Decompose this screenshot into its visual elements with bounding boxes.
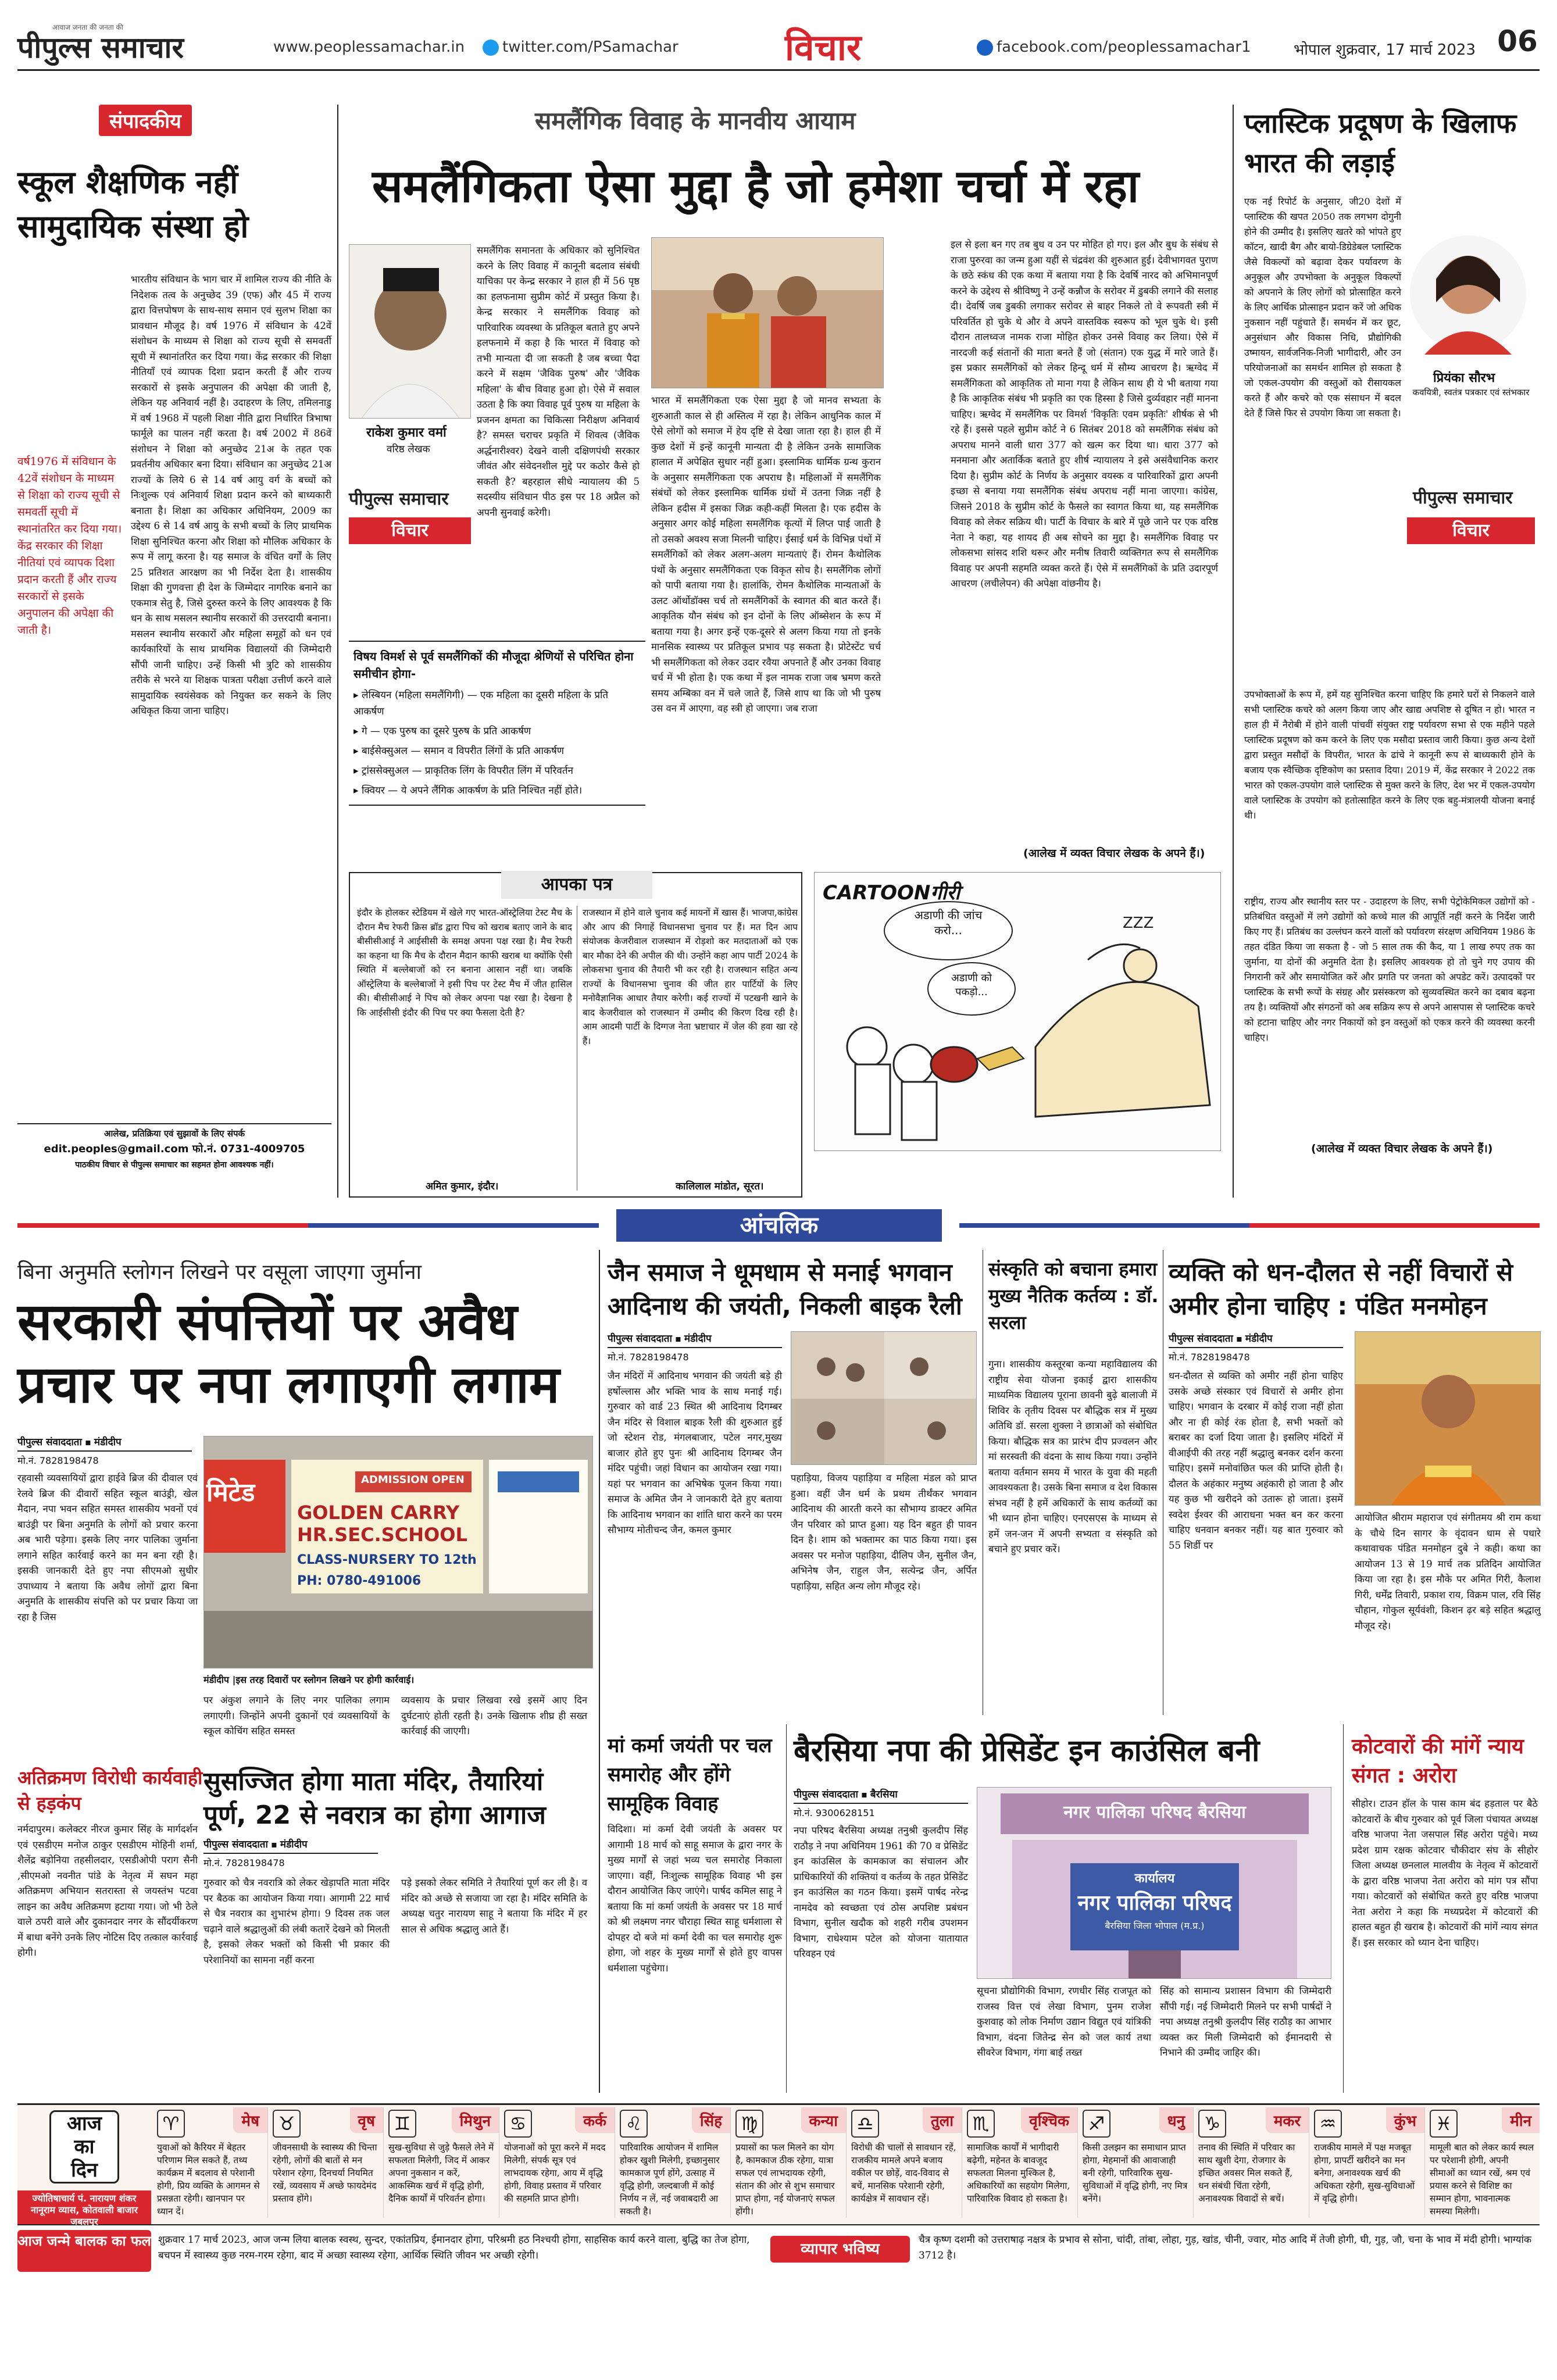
letters-box bbox=[349, 872, 802, 1198]
facebook-icon bbox=[977, 40, 993, 56]
rashi-mithun bbox=[384, 2107, 499, 2218]
brand-name: पीपुल्स समाचार bbox=[17, 31, 184, 65]
website-link[interactable]: www.peoplessamachar.in bbox=[273, 38, 465, 56]
s3-byline: पीपुल्स संवाददाता ▪ मंडीदीप मो.नं. 7828198478 bbox=[203, 1837, 378, 1869]
rashi-dhanu bbox=[1078, 2107, 1194, 2218]
letters-col1: इंदौर के होलकर स्टेडियम में खेले गए भारत-ऑस्ट्रेलिया टेस्ट मैच के दौरान मैच रेफरी क्रिस ब्रॉड द्वारा पिच को खराब बताए जाने के बाद बीसीसीआई ने आईसीसी के समक्ष अपना पक्ष रखा है। मैच रेफरी का कहना था कि मैच के दौरान मैदान काफी खराब था क्योंकि ऐसी स्थिति में बल्लेबाजों को रन बनाना आसान नहीं था। जबकि ऑस्ट्रेलिया के बल्लेबाजों ने इसी पिच पर टेस्ट मैच में जीत हासिल की। बीसीसीआई ने पिच को लेकर अपना पक्ष रखा है। देखना है कि आईसीसी इंदौर की पिच पर क्या फैसला देती है? bbox=[357, 907, 572, 1018]
s1-col2: पर अंकुश लगाने के लिए नगर पालिका लगाम लगाएगी। जिन्होंने अपनी दुकानों एवं व्यवसायियों के स्कूल कोचिंग सहित समस्त bbox=[203, 1695, 390, 1736]
lead-box-item-text: क्वियर — ये अपने लैंगिक आकर्षण के प्रति निश्चित नहीं होते। bbox=[361, 785, 583, 796]
lead-col3: इल से इला बन गए तब बुध व उन पर मोहित हो गए। इल और बुध के संबंध से राजा पुरुरवा का जन्म हुआ यहीं से चंद्रवंश की शुरुआत हुई। देवीभागवत पुराण के छठे स्कंध की एक कथा में बताया गया है कि देवर्षि नारद को अभिमानपूर्ण करने के उद्देश्य से श्रीविष्णु ने उन्हें कन्नौज के सरोवर में डुबकी लगाने की सलाह दी। देवर्षि जब डुबकी लगाकर सरोवर से बाहर निकले तो वे रूपवती स्त्री में परिवर्तित हो चुके थे और वे अपने वास्तविक स्वरूप को भूल चुके थे। इसी दौरान तालध्वज नामक राजा मोहित होकर उनसे विवाह कर लिया। ऐसे में नारदजी कई संतानों की माता बनते हैं जो (संतान) एक युद्ध में मारे जाते हैं। इस प्रकार समलैंगिकों को लेकर हिन्दू धर्म में सौम्य आचरण है। ऋग्वेद में समलैंगिकता को आकृतिक तो माना गया है लेकिन साथ ही ये भी बताया गया है कि आकृतिक संबंध भी प्रकृति का एक हिस्सा है जिसे दुर्व्यवहार नहीं मानना चाहिए। ऋग्वेद में समलैंगिक पर विमर्श 'विकृतिः एवम प्रकृतिः' शीर्षक से भी रहे हैं। इससे पहले सुप्रीम कोर्ट ने 6 सितंबर 2018 को समलैंगिक संबंध को अपराध मानने वाली धारा 377 को खत्म कर दिया था। धारा 377 को मनमाना और अतार्किक बताते हुए शीर्ष न्यायालय ने इसे असंवैधानिक करार दिया है। सुप्रीम कोर्ट के निर्णय के अनुसार वयस्क व पारिवारिकों द्वारा अपनी इच्छा से बनाया गया समलैंगिक संबंध अपराध नहीं माना जाएगा। कांग्रेस, जिसने 2018 के सुप्रीम कोर्ट के फैसले का स्वागत किया था, यह समलैंगिक विवाह को लेकर सक्रिय थी। पार्टी के विचार के बारे में पूछे जाने पर एक वरिष्ठ नेता ने कहा, यह शायद ही अब सोचने का मुद्दा है। समलैंगिक विवाह पर लोकसभा सांसद शशि थरूर और मनीष तिवारी व्यक्तिगत रूप से समलैंगिक विवाह पर अपनी सहमति व्यक्त करते हैं। ऐसे में समलैंगिकों के प्रति उदारपूर्ण आचरण (लचीलेपन) की अपेक्षा वांछनीय है। bbox=[951, 239, 1218, 589]
s8-byline-name: पीपुल्स संवाददाता bbox=[794, 1789, 858, 1800]
brand-tagline: आवाज जनता की जनता की bbox=[52, 23, 123, 31]
s8-phone: मो.नं. 9300628151 bbox=[794, 1807, 875, 1818]
rashi-makar bbox=[1194, 2107, 1309, 2218]
plastic-brand-name: पीपुल्स समाचार bbox=[1413, 488, 1513, 508]
s6-headline: संस्कृति को बचाना हमारा मुख्य नैतिक कर्तव्य : डॉ. सरला bbox=[988, 1258, 1159, 1334]
regional-divider-1 bbox=[599, 1250, 600, 2093]
vyapar-text: चैत्र कृष्ण दशमी को उत्तराषाढ़ नक्षत्र के प्रभाव से सोना, चांदी, तांबा, लोहा, गुड़, खांड, चीनी, ज्वार, मोठ आदि में तेजी होगी, घी, गुड़, जौ, चना के भाव में मंदी होगी। भाग्यांक 3712 है। bbox=[919, 2234, 1532, 2261]
plastic-body1: एक नई रिपोर्ट के अनुसार, जी20 देशों में प्लास्टिक की खपत 2050 तक लगभग दोगुनी होने की उम्मीद है। इसलिए खतरे को भांपते हुए कॉटन, खादी बैग और बायो-डिग्रेडेबल प्लास्टिक जैसे विकल्पों को बढ़ावा देकर पर्यावरण के अनुकूल और उपभोक्ता के अनुकूल विकल्पों को अपनाने के लिए लोगों को प्रोत्साहित करने के लिए आर्थिक प्रोत्साहन प्रदान करें जो अधिक नुकसान नहीं पहुंचाते हैं। समर्थन में कर छूट, अनुसंधान और विकास निधि, प्रौद्योगिकी उष्मायन, सार्वजनिक-निजी भागीदारी, और उन परियोजनाओं का समर्थन शामिल हो सकता है जो एकल-उपयोग की वस्तुओं को रीसायकल करते हैं और कचरे को एक संसाधन में बदल देते हैं जिसे फिर से उपयोग किया जा सकता है। bbox=[1244, 196, 1401, 419]
rashi-singh bbox=[615, 2107, 731, 2218]
rashi-text: पारिवारिक आयोजन में शामिल होकर खुशी मिलेगी, इच्छानुसार कामकाज पूर्ण होंगे, उत्साह में वृद्धि होगी, जल्दबाजी में कोई निर्णय न लें, नई जवाबदारी आ सकती है। bbox=[620, 2142, 720, 2217]
s4-byline-place: मंडीदीप bbox=[684, 1333, 712, 1345]
lead-col2: भारत में समलैंगिकता एक ऐसा मुद्दा है जो मानव सभ्यता के शुरुआती काल से ही अस्तित्व में रहा है। लेकिन आधुनिक काल में ऐसे लोगों को समाज में हेय दृष्टि से देखा जाता रहा है। हाल ही में कुछ देशों में इन्हें कानूनी मान्यता दी है लेकिन उनके सामाजिक हालात में अपेक्षित सुधार नहीं हुआ। इस्लामिक धार्मिक ग्रन्थ कुरान के अनुसार समलैंगिकता एक अपराध है। महिलाओं में समलैंगिक संबंधों को लेकर इस्लामिक धार्मिक ग्रंथों में उतना जिक्र नहीं है लेकिन हदीस में इसका जिक्र कही-कहीं मिलता है। एक हदीस के अनुसार अगर कोई महिला समलैंगिक कृत्यों में लिप्त पाई जाती है तो उसको अवश्य सजा मिलनी चाहिए। ईसाई धर्म के विभिन्न पंथों में समलैंगिकों को लेकर अलग-अलग मान्यताएं हैं। रोमन कैथोलिक पंथों के अनुसार समलैंगिकता एक विकृत सोच है। समलैंगिक लोगों को पापी बताया गया है। हालांकि, रोमन कैथोलिक मान्यताओं के उलट ऑर्थोडॉक्स चर्च तो समलैंगिकों के स्वागत की बात करते हैं। आकृतिक यौन संबंध को इन दोनों के लिए ऑब्सेशन के रूप में बताया गया है। अगर इन्हें एक-दूसरे से अलग किया गया तो इनके मानसिक स्वास्थ्य पर प्रतिकूल प्रभाव पड़ सकता है। प्रोटेस्टेंट चर्च भी समलैंगिकता को लेकर उदार रवैया अपनाते हैं और उनका विवाह चर्च में भी होता है। एक कथा में इल नामक राजा जब भ्रमण करते समय अम्बिका वन में चले जाते हैं, जिसे शाप था कि जो भी पुरुष उस वन में आएगा, वह स्त्री हो जाएगा। जब राजा bbox=[651, 395, 881, 714]
rashi-name: वृश्चिक bbox=[1021, 2107, 1077, 2133]
s2-body: नर्मदापुरम। कलेक्टर नीरज कुमार सिंह के मार्गदर्शन एवं एसडीएम मनोज ठाकुर एसडीएम मोहिनी शर्मा, शैलेंद्र बड़ोनिया तहसीलदार, एसडीओपी पराग सैनी ,सीएमओ नवनीत पांडे के नेतृत्व में सघन महा अतिक्रमण अभियान सतरास्ता से जयस्तंभ पटवा लाइन का अवैध अतिक्रमण हटाया गया। जो भी ठेले वाले ठपरी वाले और दुकानदार नगर के सौंदर्यीकरण में बाधा बनेंगे उनके लिए नोटिस दिए तत्काल कार्रवाई होगी। bbox=[17, 1824, 198, 1958]
aries-icon: ♈ bbox=[157, 2110, 185, 2138]
s1-sign-text-3: GOLDEN CARRY HR.SEC.SCHOOL bbox=[297, 1502, 467, 1546]
s8-byline-place: बैरसिया bbox=[870, 1789, 898, 1800]
aaj-credit: ज्योतिषाचार्य पं. नारायण शंकर नानूराम व्यास, कोतवाली बाजार जबलपुर bbox=[17, 2190, 151, 2224]
s7-byline-name: पीपुल्स संवाददाता bbox=[1169, 1333, 1233, 1345]
s8-building-label-1: कार्यालय bbox=[1134, 1871, 1175, 1886]
s8-building-label-2: नगर पालिका परिषद bbox=[1077, 1891, 1232, 1915]
s1-phone: मो.नं. 7828198478 bbox=[17, 1455, 99, 1466]
s7-headline: व्यक्ति को धन-दौलत से नहीं विचारों से अमीर होना चाहिए : पंडित मनमोहन bbox=[1169, 1258, 1513, 1320]
rashi-text: युवाओं को कैरियर में बेहतर परिणाम मिल सकते हैं, तथ्य कार्यक्रम में बदलाव से परेशानी होगी, प्रिय व्यक्ति के आगमन से प्रसन्नता रहेगी। खानपान पर ध्यान दें। bbox=[157, 2142, 260, 2217]
lead-box-item-text: बाईसेक्सुअल — समान व विपरीत लिंगों के प्रति आकर्षण bbox=[361, 745, 565, 757]
regional-band-left bbox=[17, 1223, 599, 1228]
rashi-kanya bbox=[731, 2107, 847, 2218]
s8-headline: बैरसिया नपा की प्रेसिडेंट इन काउंसिल बनी bbox=[794, 1734, 1260, 1768]
s5-headline: मां कर्मा जयंती पर चल समारोह और होंगे सामूहिक विवाह bbox=[608, 1734, 772, 1816]
lead-author-role: वरिष्ठ लेखक bbox=[387, 444, 430, 455]
brand-logo bbox=[17, 27, 184, 66]
rashi-meen bbox=[1425, 2107, 1540, 2218]
lead-box-item: ▸ ट्रांससेक्सुअल — प्राकृतिक लिंग के विपरीत लिंग में परिवर्तन bbox=[353, 765, 573, 777]
s1-col3: व्यवसाय के प्रचार लिखवा रखे इसमें आए दिन दुर्घटनाएं होती रहती है। उनके खिलाफ शीघ्र ही सख्त कार्रवाई की जाएगी। bbox=[401, 1695, 587, 1736]
lead-box-item-text: लेस्बियन (महिला समलैंगिगी) — एक महिला का दूसरी महिला के प्रति आकर्षण bbox=[353, 689, 609, 717]
s4-photo bbox=[791, 1331, 977, 1465]
editorial-headline: स्कूल शैक्षणिक नहीं सामुदायिक संस्था हो bbox=[17, 164, 249, 245]
rashi-name: वृष bbox=[350, 2107, 383, 2133]
editorial-pullquote: वर्ष1976 में संविधान के 42वें संशोधन के माध्यम से शिक्षा को राज्य सूची से समवर्ती सूची में स्थानांतरित कर दिया गया। केंद्र सरकार की शिक्षा नीतियां एवं व्यापक दिशा प्रदान करती हैं और राज्य सरकारों से इसके अनुपालन की अपेक्षा की जाती है। bbox=[17, 455, 122, 637]
rashi-kark bbox=[499, 2107, 615, 2218]
plastic-author-photo bbox=[1407, 233, 1529, 355]
lead-col1: समलैंगिक समानता के अधिकार को सुनिश्चित करने के लिए विवाह में कानूनी बदलाव संबंधी याचिका पर केन्द्र सरकार ने हाल ही में 56 पृष्ठ का हलफनामा सुप्रीम कोर्ट में प्रस्तुत किया है। केन्द्र सरकार ने समलैंगिक विवाह को पारिवारिक व्यवस्था के प्रतिकूल बताते हुए अपने हलफनामे में कहा है कि भारत में विवाह को तभी मान्यता दी जा सकती है जब बच्चा पैदा करने में सक्षम 'जैविक पुरुष' और 'जैविक महिला' के बीच विवाह हुआ हो। ऐसे में सवाल उठता है कि क्या विवाह पूर्व पुरुष या महिला के प्रजनन क्षमता का चिकित्सा निरीक्षण अनिवार्य है? समस्त चराचर प्रकृति में शिवत्व (जैविक अर्द्धनारीश्वर) देखने वाली दक्षिणपंथी सरकार जीवंत और संवेदनशील मुद्दे पर कठोर कैसे हो सकती है? बहरहाल सीधे न्यायालय की 5 सदस्यीय संविधान पीठ इस पर 18 अप्रैल को अपनी सुनवाई करेगी। bbox=[477, 245, 640, 518]
rashi-text: सुख-सुविधा से जुड़े फैसले लेने में सफलता मिलेगी, जिद में आकर अपना नुकसान न करें, आकस्मिक खर्च में वृद्धि होगी, दैनिक कार्यों में परिवर्तन होगा। bbox=[388, 2142, 494, 2204]
rashi-text: तनाव की स्थिति में परिवार का साथ खुशी देगा, रोजगार के इच्छित अवसर मिल सकते हैं, धन संबंधी चिंता रहेगी, अनावश्यक विवादों से बचें। bbox=[1198, 2142, 1295, 2204]
s7-col2: आयोजित श्रीराम महाराज एवं संगीतमय श्री राम कथा के चौथे दिन सागर के वृंदावन धाम से पधारे कथावाचक पंडित मनमोहन दुबे ने कही। कथा का आयोजन 13 से 19 मार्च तक प्रतिदिन आयोजित किया जा रहा है। इस मौके पर अमित गिरी, कैलाश गिरी, धर्मेंद्र तिवारी, प्रकाश राय, विक्रम पाल, रवि सिंह चौहान, गोकुल सूर्यवंशी, किशन ढ़र बड़े सहित श्रद्धालु मौजूद रहे। bbox=[1355, 1512, 1541, 1631]
s1-byline: पीपुल्स संवाददाता ▪ मंडीदीप मो.नं. 7828198478 bbox=[17, 1435, 192, 1467]
s8-photo bbox=[977, 1787, 1331, 1979]
s7-col1: धन-दौलत से व्यक्ति को अमीर नहीं होना चाहिए उसके अच्छे संस्कार एवं विचारों से अमीर होना चाहिए। भगवान के दरबार में कोई राजा नहीं होता और ना ही कोई रंक होता है, सभी भक्तों को बराबर का दर्जा दिया जाता है। इसलिए मंदिरों में वीआईपी की तरह नहीं श्रद्धालु बनकर दर्शन करना चाहिए। इसमें मनोवांछित फल की प्राप्ति होती है। दौलत के अहंकार मनुष्य अहंकारी हो जाता है और यह कुछ भी खरीदने को उतारू हो जाता। इसमें स्वदेश ईश्वर की आराधना भक्त बन कर करना चाहिए धनवान बनकर नहीं। यह बात गुरुवार को 55 शिर्डी पर bbox=[1169, 1370, 1343, 1551]
rashi-name: मीन bbox=[1502, 2107, 1540, 2133]
lead-box-item: ▸ लेस्बियन (महिला समलैंगिगी) — एक महिला का दूसरी महिला के प्रति आकर्षण bbox=[353, 689, 609, 717]
s8-col1: नपा परिषद बैरसिया अध्यक्ष तनुश्री कुलदीप सिंह राठौड़ ने नपा अधिनियम 1961 की 70 व प्रेसिडेंट इन कांउसिल के कामकाज का संचालन और प्राधिकारियों की शक्तियां व कर्तव्य के तहत प्रेसिडेंट इन काउंसिल का गठन किया। इसमें पार्षद नरेन्द्र नामदेव को स्वच्छता एवं ठोस अपशिष्ट प्रबंधन विभाग, सुनील खदौक को शहरी गरीब उपशमन विभाग, राधेश्याम पटेल को योजना यातायात परिवहन एवं bbox=[794, 1825, 968, 1959]
facebook-link[interactable] bbox=[977, 38, 1251, 56]
svg-text:ZZZ: ZZZ bbox=[1123, 914, 1154, 932]
twitter-handle: twitter.com/PSamachar bbox=[502, 38, 678, 56]
plastic-brand-logo bbox=[1413, 485, 1513, 509]
rashi-name: कुंभ bbox=[1386, 2107, 1424, 2133]
rashi-text: विरोधी की चालों से सावधान रहें, राजकीय मामले अपने बजाय वकील पर छोड़ें, वाद-विवाद से बचें, मानसिक परेशानी रहेगी, कार्यक्षेत्र में सावधान रहें। bbox=[851, 2142, 956, 2204]
s3-headline: सुसज्जित होगा माता मंदिर, तैयारियां पूर्ण, 22 से नवरात्र का होगा आगाज bbox=[203, 1767, 546, 1830]
s9-headline: कोटवारों की मांगें न्याय संगत : अरोरा bbox=[1352, 1735, 1524, 1788]
s1-photo bbox=[203, 1436, 593, 1668]
regional-label: आंचलिक bbox=[616, 1209, 942, 1242]
s1-body: रहवासी व्यवसायियों द्वारा हाईवे ब्रिज की दीवाल एवं रेलवे ब्रिज की दीवारों सहित स्कूल बाउंड्री, खेल मैदान, नपा भवन सहित समस्त शासकीय भवनों एवं बाउंड्री पर बिना अनुमति के लोगों को प्रचार करना अब भारी पड़ेगा। इसके लिए नगर पालिका जुर्माना लगाने सहित कार्रवाई करने का मन बना रही है। इसकी जानकारी देते हुए नपा सीएमओ सुधीर उपाध्याय ने बताया कि अवैध लोगों द्वारा बिना अनुमति के शासकीय संपत्ति को पर प्रचार किया जा रहा है जिस bbox=[17, 1473, 198, 1623]
lead-kicker: समलैंगिक विवाह के मानवीय आयाम bbox=[535, 106, 856, 135]
s8-col3: सिंह को सामान्य प्रशासन विभाग की जिम्मेदारी सौंपी गई। नई जिम्मेदारी मिलने पर सभी पार्षदों ने नपा अध्यक्ष तनुश्री कुलदीप सिंह राठौड़ का आभार व्यक्त कर मिली जिम्मेदारी को ईमानदारी से निभाने की उम्मीद जाहिर की। bbox=[1160, 1985, 1331, 2058]
lead-box-list bbox=[353, 687, 641, 799]
s1-kicker: बिना अनुमति स्लोगन लिखने पर वसूला जाएगा जुर्माना bbox=[17, 1260, 422, 1284]
regional-divider-5 bbox=[1343, 1724, 1344, 2093]
regional-band-right bbox=[959, 1223, 1540, 1228]
s4-col1: जैन मंदिरों में आदिनाथ भगवान की जयंती बड़े ही हर्षोल्लास और भक्ति भाव के साथ मनाई गई। गुरुवार को वार्ड 23 स्थित श्री आदिनाथ दिगम्बर जैन मंदिर से विशाल बाइक रैली की शुरुआत हुई जो स्टेशन रोड, मंगलबाजार, पटेल नगर,मुख्य बाजार होते हुए पुनः श्री आदिनाथ दिगम्बर जैन मंदिर पहुंची। जहां विधान का आयोजन रखा गया। यहां पर भगवान का अभिषेक पूजन किया गया। समाज के अमित जैन ने जानकारी देते हुए बताया कि आदिनाथ भगवान का शांति धारा करने का परम सौभाग्य मोतीचन्द जैन, कमल कुमार bbox=[608, 1370, 782, 1535]
dateline: भोपाल शुक्रवार, 17 मार्च 2023 bbox=[1294, 41, 1476, 59]
sagittarius-icon: ♐ bbox=[1083, 2110, 1110, 2138]
footer-contact-email[interactable]: edit.peoples@gmail.com फो.नं. 0731-4009705 bbox=[44, 1143, 305, 1155]
letters-col2: राजस्थान में होने वाले चुनाव कई मायनों में खास हैं। भाजपा,कांग्रेस और आप की निगाहें विधानसभा चुनाव पर हैं। मत दिन आप संयोजक केजरीवाल राजस्थान में रोड़शो कर मतदाताओं को एक बार मौका देने की अपील की थी। उन्होंने कहा आप पार्टी 2024 के लोकसभा चुनाव की तैयारी भी कर रही है। राजस्थान सहित अन्य राज्यों के विधानसभा चुनाव की जीत हार पार्टियों के लिए मनोवैज्ञानिक आधार तैयार करेगी। कई राज्यों में पटखनी खाने के बाद केजरीवाल को राजस्थान में उम्मीद की किरण दिख रही है। आम आदमी पार्टी के दिग्गज नेता भ्रष्टाचार में जेल की हवा खा रहे हैं। bbox=[583, 907, 798, 1046]
lead-box-item: ▸ गे — एक पुरुष का दूसरे पुरुष के प्रति आकर्षण bbox=[353, 726, 531, 737]
lead-box-item: ▸ क्वियर — ये अपने लैंगिक आकर्षण के प्रति निश्चित नहीं होते। bbox=[353, 785, 583, 796]
s1-sign-text-1: मिटेड bbox=[206, 1478, 255, 1507]
rashi-text: जीवनसाथी के स्वास्थ्य की चिन्ता रहेगी, लोगों की बातों से मन परेशान रहेगा, दिनचर्या नियमित रखें, व्यवसाय में अच्छे फायदेमंद प्रस्ताव होंगे। bbox=[273, 2142, 377, 2204]
s7-byline-place: मंडीदीप bbox=[1245, 1333, 1273, 1345]
s1-byline-place: मंडीदीप bbox=[94, 1436, 122, 1448]
editorial-footer bbox=[17, 1123, 331, 1170]
rashi-name: धनु bbox=[1159, 2107, 1193, 2133]
vyapar-label: व्यापार भविष्य bbox=[770, 2236, 910, 2263]
cartoon-bubble-2: अडाणी को पकड़ो... bbox=[951, 972, 992, 998]
s2-headline: अतिक्रमण विरोधी कार्यवाही से हड़कंप bbox=[17, 1767, 203, 1814]
footer-contact-label: आलेख, प्रतिक्रिया एवं सुझावों के लिए संपर्क bbox=[103, 1128, 245, 1139]
rashi-name: तुला bbox=[923, 2107, 962, 2133]
lead-author-note: (आलेख में व्यक्त विचार लेखक के अपने हैं।) bbox=[1023, 847, 1205, 860]
janme-label-text: आज जन्मे बालक का फल bbox=[17, 2233, 151, 2249]
s1-photo-caption: मंडीदीप |इस तरह दिवारों पर स्लोगन लिखने पर होगी कार्रवाई। bbox=[203, 1674, 415, 1685]
s8-building-arch: नगर पालिका परिषद बैरसिया bbox=[1063, 1802, 1246, 1822]
s1-headline: सरकारी संपत्तियों पर अवैध प्रचार पर नपा लगाएगी लगाम bbox=[17, 1292, 560, 1414]
virgo-icon: ♍ bbox=[735, 2110, 763, 2138]
facebook-handle: facebook.com/peoplessamachar1 bbox=[997, 38, 1251, 56]
regional-divider-2 bbox=[786, 1724, 787, 2093]
editorial-column bbox=[17, 105, 331, 1203]
lead-box-title: विषय विमर्श से पूर्व समलैंगिकों की मौजूदा श्रेणियों से परिचित होना समीचीन होगा- bbox=[353, 649, 634, 681]
masthead bbox=[17, 24, 1540, 71]
lead-section-badge: विचार bbox=[349, 517, 471, 544]
plastic-author-note: (आलेख में व्यक्त विचार लेखक के अपने हैं।) bbox=[1311, 1142, 1493, 1155]
lead-categories-box bbox=[349, 641, 645, 806]
taurus-icon: ♉ bbox=[273, 2110, 301, 2138]
editorial-body: भारतीय संविधान के भाग चार में शामिल राज्य की नीति के निदेशक तत्व के अनुच्छेद 39 (एफ) और 45 में राज्य द्वारा वित्तपोषण के साथ-साथ समान एवं सुलभ शिक्षा का प्रावधान मौजूद है। वर्ष 1976 में संविधान के 42वें संशोधन के माध्यम से शिक्षा को राज्य सूची से समवर्ती सूची में स्थानांतरित कर दिया गया। केंद्र सरकार की शिक्षा नीतियाँ एवं व्यापक दिशा प्रदान करती हैं और राज्य सरकारों से इसके अनुपालन की अपेक्षा की जाती है, लेकिन यह अनिवार्य नहीं है। उदाहरण के लिए, तमिलनाडु में वर्ष 1968 में पहली शिक्षा नीति द्वारा निर्धारित त्रिभाषा फार्मूले का पालन नहीं करता है। वर्ष 2002 में 86वें संशोधन ने शिक्षा को अनुच्छेद 21अ के तहत एक प्रवर्तनीय अधिकार बना दिया। संविधान का अनुच्छेद 21अ राज्यों के लिये 6 से 14 वर्ष आयु वर्ग के बच्चों को निःशुल्क एवं अनिवार्य शिक्षा प्रदान करने को बाध्यकारी बनाता है। शिक्षा का अधिकार अधिनियम, 2009 का उद्देश्य 6 से 14 वर्ष आयु के सभी बच्चों के लिए प्राथमिक शिक्षा सुनिश्चित करना और शिक्षा को मौलिक अधिकार के रूप में लागू करना है। यह समाज के वंचित वर्गों के लिए 25 प्रतिशत आरक्षण का भी निर्देश देता है। शासकीय शिक्षा की गुणवत्ता ही देश के जिम्मेदार नागरिक बनाने का एकमात्र सेतु है, जिसे दुरुस्त करने के लिए आवश्यक है कि धन के साथ मसलन स्थानीय सरकारों की उत्तरदायी बनाना। मसलन स्थानीय सरकारों और महिला समूहों को धन एवं कार्यकारियों के साथ प्राथमिक विद्यालयों की जिम्मेदारी सौंपी जानी चाहिए। उन्हें किसी भी त्रुटि को शासकीय तरीके से भरने या शिक्षक पात्रता परीक्षा उत्तीर्ण करने वाले सामुदायिक स्वयंसेवक को नियुक्त कर सकने के लिए अधिकृत किया जाना चाहिए। bbox=[131, 274, 331, 716]
gemini-icon: ♊ bbox=[388, 2110, 416, 2138]
libra-icon: ♎ bbox=[851, 2110, 879, 2138]
letters-sig2: कालिलाल मांडोत, सूरत। bbox=[676, 1181, 764, 1192]
cartoon-title: CARTOONगीरी bbox=[823, 881, 960, 905]
page-number: 06 bbox=[1497, 24, 1538, 58]
rashi-text: राजकीय मामले में पक्ष मजबूत होगा, प्रापर्टी खरीदने का मन बनेगा, अनावश्यक खर्च की अधिकता रहेगी, सुख-सुविधाओं में वृद्धि होगी। bbox=[1314, 2142, 1415, 2204]
s1-sign-text-5: PH: 0780-491006 bbox=[297, 1574, 422, 1588]
aaj-ka-din-title bbox=[49, 2110, 119, 2184]
lead-divider bbox=[1233, 105, 1234, 1198]
rashi-vrishchik bbox=[962, 2107, 1078, 2218]
letters-sig1: अमित कुमार, इंदौर। bbox=[426, 1181, 499, 1192]
lead-box-item: ▸ बाईसेक्सुअल — समान व विपरीत लिंगों के प्रति आकर्षण bbox=[353, 745, 565, 757]
lead-brand-logo bbox=[349, 486, 471, 510]
section-title: विचार bbox=[785, 26, 862, 69]
s1-sign-text-4: CLASS-NURSERY TO 12th bbox=[297, 1553, 477, 1567]
aquarius-icon: ♒ bbox=[1314, 2110, 1342, 2138]
s1-sign-text-2: ADMISSION OPEN bbox=[361, 1474, 465, 1486]
s8-byline: पीपुल्स संवाददाता ▪ बैरसिया मो.नं. 9300628151 bbox=[794, 1787, 968, 1819]
rashi-text: प्रयासों का फल मिलने का योग है, कामकाज ठीक रहेगा, यात्रा सफल एवं लाभदायक रहेगी, संतान की ओर से शुभ समाचार प्राप्त होगा, नई योजनाएं सफल होंगी। bbox=[735, 2142, 835, 2217]
cartoon-bubble-1: अडाणी की जांच करो... bbox=[914, 908, 983, 937]
s4-phone: मो.नं. 7828198478 bbox=[608, 1352, 689, 1363]
lead-wedding-photo bbox=[651, 237, 884, 388]
s3-phone: मो.नं. 7828198478 bbox=[203, 1857, 285, 1868]
janme-label bbox=[17, 2230, 151, 2272]
aaj-ka-din-box bbox=[17, 2103, 151, 2225]
aaj-title-2: का bbox=[74, 2135, 95, 2159]
s1-byline-name: पीपुल्स संवाददाता bbox=[17, 1436, 82, 1448]
s4-byline-name: पीपुल्स संवाददाता bbox=[608, 1333, 672, 1345]
s3-byline-place: मंडीदीप bbox=[280, 1839, 308, 1850]
editorial-divider bbox=[337, 105, 338, 1198]
s3-col2: पड़े इसको लेकर समिति ने तैयारियां पूर्ण कर ली है। व मंदिर को अच्छे से सजाया जा रहा है। मंदिर समिति के अध्यक्ष चतुर नारायण साहू ने बताया कि मंदिर में हर साल से अधिक श्रद्धालु आते हैं। bbox=[401, 1877, 587, 1935]
rashi-text: सामाजिक कार्यों में भागीदारी बढ़ेगी, महेनत के बावजूद सफलता मिलना मुश्किल है, अधिकारियों का सहयोग मिलेगा, पारिवारिक विवाद हो सकता है। bbox=[967, 2142, 1070, 2204]
s9-body: सीहोर। टाउन हॉल के पास काम बंद हड़ताल पर बैठे कोटवारों के बीच गुरुवार को पूर्व जिला पंचायत अध्यक्ष वरिष्ठ भाजपा नेता जसपाल सिंह अरोरा पहुंचे। मध्य प्रदेश ग्राम रक्षक कोटवार चौकीदार संघ के सीहोर जिला अध्यक्ष छनलाल मालवीय के नेतृत्व में कोटवारों के द्वारा वरिष्ठ भाजपा नेता अरोरा को मांग पत्र सौंपा गया। कोटवारों को संबोधित करते हुए वरिष्ठ भाजपा नेता अरोरा ने कहा कि मध्यप्रदेश में कोटवारों की हालत बहुत ही खराब है। कोटवारों की मांगें न्याय संगत हैं। इस सरकार को ध्यान देना चाहिए। bbox=[1352, 1798, 1538, 1948]
cartoon-box bbox=[814, 872, 1221, 1151]
s4-headline: जैन समाज ने धूमधाम से मनाई भगवान आदिनाथ की जयंती, निकली बाइक रैली bbox=[608, 1258, 962, 1320]
s8-building-label-3: बैरसिया जिला भोपाल (म.प्र.) bbox=[1105, 1920, 1205, 1931]
rashi-mesh bbox=[152, 2107, 268, 2218]
plastic-section-badge: विचार bbox=[1407, 517, 1535, 544]
s7-photo bbox=[1355, 1331, 1541, 1506]
s5-body: विदिशा। मां कर्मा देवी जयंती के अवसर पर आगामी 18 मार्च को साहू समाज के द्वारा नगर के मुख्य मार्गों से जहां भव्य चल समारोह निकाला जाएगा। वहीं, निःशुल्क सामूहिक विवाह भी इस दौरान आयोजित किए जाएंगे। पार्षद कमिल साहू ने बताया कि मां कर्मा जयंती के अवसर पर 18 मार्च को श्री लक्ष्मण नगर चौराहा स्थित साहू धर्मशाला से दोपहर दो बजे मां कर्मा देवी का चल समारोह शुरू होगा, जो शहर के मुख्य मार्गों से होते हुए वापस धर्मशाला पहुंचेगा। bbox=[608, 1824, 782, 1974]
plastic-author-role: कवयित्री, स्वतंत्र पत्रकार एवं स्तंभकार bbox=[1412, 387, 1530, 398]
rashi-text: मामूली बात को लेकर कार्य स्थल पर परेशानी होगी, अपनी सीमाओं का ध्यान रखें, श्रम एवं प्रयास करने से विशिष्ट का सम्मान होगा, भावनात्मक समस्या मिलेगी। bbox=[1430, 2142, 1534, 2217]
rashi-name: कर्क bbox=[575, 2107, 615, 2133]
s3-byline-name: पीपुल्स संवाददाता bbox=[203, 1839, 268, 1850]
s7-byline: पीपुल्स संवाददाता ▪ मंडीदीप मो.नं. 7828198478 bbox=[1169, 1331, 1343, 1363]
rashi-name: कन्या bbox=[801, 2107, 846, 2133]
footer-disclaimer: पाठकीय विचार से पीपुल्स समाचार का सहमत होना आवश्यक नहीं। bbox=[75, 1160, 274, 1170]
janme-text: शुक्रवार 17 मार्च 2023, आज जन्म लिया बालक स्वस्थ, सुन्दर, एकांतप्रिय, ईमानदार होगा, परिश्रमी हठ निश्चयी होगा, साहसिक कार्य करने वाला, बुद्धि का तेज होगा, बचपन में स्वास्थ्य कुछ नरम-गरम रहेगा, बाद में अच्छा स्वास्थ्य रहेगा, आर्थिक स्थिति जीवन भर अच्छी रहेगी। bbox=[158, 2234, 750, 2261]
rashi-name: सिंह bbox=[692, 2107, 730, 2133]
lead-brand-name: पीपुल्स समाचार bbox=[349, 489, 449, 509]
aaj-title-1: आज bbox=[67, 2112, 102, 2135]
s8-col2: सूचना प्रौद्योगिकी विभाग, रणधीर सिंह राजपूत को राजस्व वित्त एवं लेखा विभाग, पुनम राजेश कुशवाह को लोक निर्माण उद्यान विद्युत एवं यांत्रिकी विभाग, वंदना जितेन्द्र सेन को जल कार्य तथा सीवरेज विभाग, गंगा बाई तख्त bbox=[977, 1985, 1151, 2058]
rashi-text: किसी उलझन का समाधान प्राप्त होगा, मेहमानों की आवाजाही बनी रहेगी, पारिवारिक सुख-सुविधाओं में वृद्धि होगी, नए मित्र बनेंगे। bbox=[1083, 2142, 1188, 2204]
rashi-name: मिथुन bbox=[452, 2107, 499, 2133]
rashi-kumbh bbox=[1309, 2107, 1425, 2218]
letters-title: आपका पत्र bbox=[501, 871, 652, 899]
regional-banner bbox=[17, 1209, 1540, 1242]
s6-body: गुना। शासकीय कस्तूरबा कन्या महाविद्यालय की राष्ट्रीय सेवा योजना इकाई द्वारा शासकीय माध्यमिक विद्यालय पूराना छावनी बुढ़े बालाजी में शिविर के तृतीय दिवस पर बौद्धिक सत्र में मुख्य अतिथि डॉ. सरला शुक्ला ने छात्राओं को संबोधित किया। बौद्धिक सत्र का प्रारंभ दीप प्रज्वलन और मां सरस्वती की वंदना के साथ किया गया। उन्होंने बताया वर्तमान समय में भारत के युवा की महती आवश्यकता है। उसके बिना समाज व देश विकास संभव नहीं है हमें अधिकारों के साथ कर्तव्यों का भी ध्यान होना चाहिए। एनएसएस के माध्यम से हमें जन-जन में अपनी सभ्यता व संस्कृति को बचाने हुए प्रचार करें। bbox=[988, 1359, 1157, 1554]
lead-author-name: राकेश कुमार वर्मा bbox=[366, 426, 447, 440]
plastic-headline: प्लास्टिक प्रदूषण के खिलाफ भारत की लड़ाई bbox=[1244, 108, 1517, 178]
lead-headline: समलैंगिकता ऐसा मुद्दा है जो हमेशा चर्चा में रहा bbox=[372, 160, 1140, 213]
s4-byline: पीपुल्स संवाददाता ▪ मंडीदीप मो.नं. 7828198478 bbox=[608, 1331, 782, 1363]
editorial-tag: संपादकीय bbox=[99, 105, 192, 136]
rashi-text: योजनाओं को पूरा करने में मदद मिलेगी, संपर्क सूत्र एवं लाभदायक रहेगा, आय में वृद्धि होगी, विवाह प्रस्ताव में परिवार की सहमति प्राप्त होगी। bbox=[504, 2142, 606, 2204]
lead-author-photo bbox=[349, 244, 471, 419]
scorpio-icon: ♏ bbox=[967, 2110, 995, 2138]
rashi-vrish bbox=[268, 2107, 384, 2218]
s7-phone: मो.नं. 7828198478 bbox=[1169, 1352, 1250, 1363]
rashi-name: मकर bbox=[1266, 2107, 1309, 2133]
twitter-icon bbox=[483, 40, 499, 56]
cancer-icon: ♋ bbox=[504, 2110, 532, 2138]
twitter-link[interactable] bbox=[483, 38, 678, 56]
plastic-body3: राष्ट्रीय, राज्य और स्थानीय स्तर पर - उदाहरण के लिए, सभी पेट्रोकेमिकल उद्योगों को - प्रतिबंधित वस्तुओं में लगे उद्योगों को कच्चे माल की आपूर्ति नहीं करने के निर्देश जारी किए गए हैं। प्रतिबंध का उल्लंघन करने वालों को पर्यावरण संरक्षण अधिनियम 1986 के तहत दंडित किया जा सकता है - जो 5 साल तक की कैद, या 1 लाख रुपए तक का जुर्माना, या दोनों की अनुमति देता है। इसलिए आवश्यक हो तो चुने गए उपाय की निगरानी करें और समायोजित करें और प्रगति पर जनता को अपडेट करें। उत्पादकों पर प्लास्टिक के सभी रूपों के संग्रह और प्रसंस्करण को सुव्यवस्थित करने का दबाव बढ़ना तय है। व्यक्तियों और संगठनों को अब सक्रिय रूप से अपने आसपास से प्लास्टिक कचरे को हटाना चाहिए और नगर निकायों को इन वस्तुओं को एकत्र करने की व्यवस्था करनी चाहिए। bbox=[1244, 896, 1535, 1043]
rashi-tula bbox=[847, 2107, 962, 2218]
lead-box-item-text: गे — एक पुरुष का दूसरे पुरुष के प्रति आकर्षण bbox=[361, 726, 531, 737]
rashi-name: मेष bbox=[233, 2107, 267, 2133]
pisces-icon: ♓ bbox=[1430, 2110, 1458, 2138]
capricorn-icon: ♑ bbox=[1198, 2110, 1226, 2138]
plastic-body2: उपभोक्ताओं के रूप में, हमें यह सुनिश्चित करना चाहिए कि हमारे घरों से निकलने वाले सभी प्लास्टिक कचरे को अलग किया जाए और खाद्य अपशिष्ट से दूषित न हो। भारत न हाल ही में नैरोबी में होने वाली पांचवीं संयुक्त राष्ट्र पर्यावरण सभा से एक महीने पहले प्लास्टिक प्रदूषण को कम करने के लिए एक मसौदा प्रस्ताव जारी किया। कुछ अन्य देशों द्वारा प्रस्तुत मसौदों के विपरीत, भारत के ढांचे ने कानूनी रूप से बाध्यकारी होने के बजाय एक स्वैच्छिक दृष्टिकोण का प्रस्ताव दिया। 2019 में, केंद्र सरकार ने 2022 तक भारत को एकल-उपयोग वाले प्लास्टिक से मुक्त करने के लिए, देश भर में एकल-उपयोग वाले प्लास्टिक के उपयोग को हतोत्साहित करने के लिए एक बहु-मंत्रालयी योजना बनाई थी। bbox=[1244, 689, 1535, 821]
cartoon-illustration bbox=[815, 873, 1222, 1152]
leo-icon: ♌ bbox=[620, 2110, 648, 2138]
lead-box-item-text: ट्रांससेक्सुअल — प्राकृतिक लिंग के विपरीत लिंग में परिवर्तन bbox=[361, 765, 573, 777]
s3-col1: गुरुवार को चैत्र नवरात्रि को लेकर खेड़ापति माता मंदिर पर बैठक का आयोजन किया गया। आगामी 22 मार्च से चैत्र नवरात्र का शुभारंभ होगा। 9 दिवस तक जल चढ़ाने वाले श्रद्धालुओं की लंबी कतारें देखने को मिलती है, इसको लेकर भक्तों को किसी भी प्रकार की परेशानियों का सामना नहीं करना bbox=[203, 1877, 390, 1966]
aaj-title-3: दिन bbox=[71, 2159, 98, 2182]
plastic-author-name: प्रियंका सौरभ bbox=[1433, 371, 1495, 385]
s4-col2: पहाड़िया, विजय पहाड़िया व महिला मंडल को प्राप्त हुआ। वहीं जैन धर्म के प्रथम तीर्थंकर भगवान आदिनाथ की आरती करने का सौभाग्य डाक्टर अमित जैन परिवार को प्राप्त हुआ। यह दिन बहुत ही पावन दिन है। शाम को भक्तामर का पाठ किया गया। इस अवसर पर मनोज पहाड़िया, दीलिप जैन, सुनील जैन, अभिनेष जैन, राहुल जैन, सत्येन्द्र जैन, अर्पित पहाड़िया, सहित अन्य लोग मौजूद रहे। bbox=[791, 1473, 977, 1592]
